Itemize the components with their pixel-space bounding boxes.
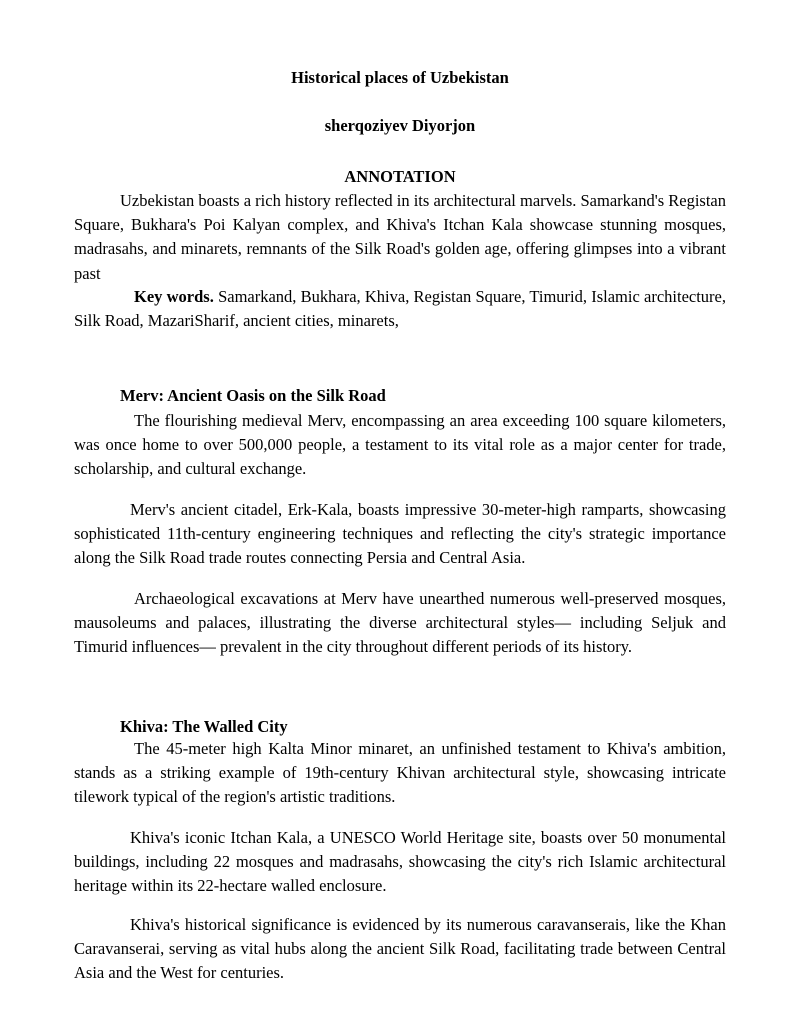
keywords-paragraph [74,285,726,333]
khiva-paragraph-1: The 45-meter high Kalta Minor minaret, an unfinished testament to Khiva's ambition, stands as a striking example of 19th-century Khivan architectural style, showcasing intricate tilework typical of the region's artistic traditions. [74,739,726,807]
khiva-paragraph-2: Khiva's iconic Itchan Kala, a UNESCO World Heritage site, boasts over 50 monumental buildings, including 22 mosques and madrasahs, showcasing the city's rich Islamic architectural heritage within its 22-hectare walled enclosure. [74,828,726,896]
section-heading-khiva: Khiva: The Walled City [120,717,288,736]
document-author: sherqoziyev Diyorjon [324,116,476,135]
merv-paragraph-1: The flourishing medieval Merv, encompassing an area exceeding 100 square kilometers, was once home to over 500,000 people, a testament to its vital role as a major center for trade, scholarship, and cultural exchange. [74,411,726,479]
section-heading-merv: Merv: Ancient Oasis on the Silk Road [120,386,386,405]
document-title: Historical places of Uzbekistan [291,68,509,87]
keywords-label: Key words. [134,287,214,306]
annotation-heading: ANNOTATION [344,167,456,186]
khiva-paragraph-3: Khiva's historical significance is evidenced by its numerous caravanserais, like the Khan Caravanserai, serving as vital hubs along the ancient Silk Road, facilitating trade between Central Asia and the West for centuries. [74,915,726,983]
keywords-text: Samarkand, Bukhara, Khiva, Registan Square, Timurid, Islamic architecture, Silk Road, MazariSharif, ancient cities, minarets, [74,287,726,331]
annotation-paragraph: Uzbekistan boasts a rich history reflected in its architectural marvels. Samarkand's Registan Square, Bukhara's Poi Kalyan complex, and Khiva's Itchan Kala showcase stunning mosques, madrasahs, and minarets, remnants of the Silk Road's golden age, offering glimpses into a vibrant past [74,191,726,283]
merv-paragraph-2: Merv's ancient citadel, Erk-Kala, boasts impressive 30-meter-high ramparts, showcasing sophisticated 11th-century engineering techniques and reflecting the city's strategic importance along the Silk Road trade routes connecting Persia and Central Asia. [74,500,726,568]
merv-paragraph-3: Archaeological excavations at Merv have unearthed numerous well-preserved mosques, mausoleums and palaces, illustrating the diverse architectural styles— including Seljuk and Timurid influences— prevalent in the city throughout different periods of its history. [74,589,726,657]
